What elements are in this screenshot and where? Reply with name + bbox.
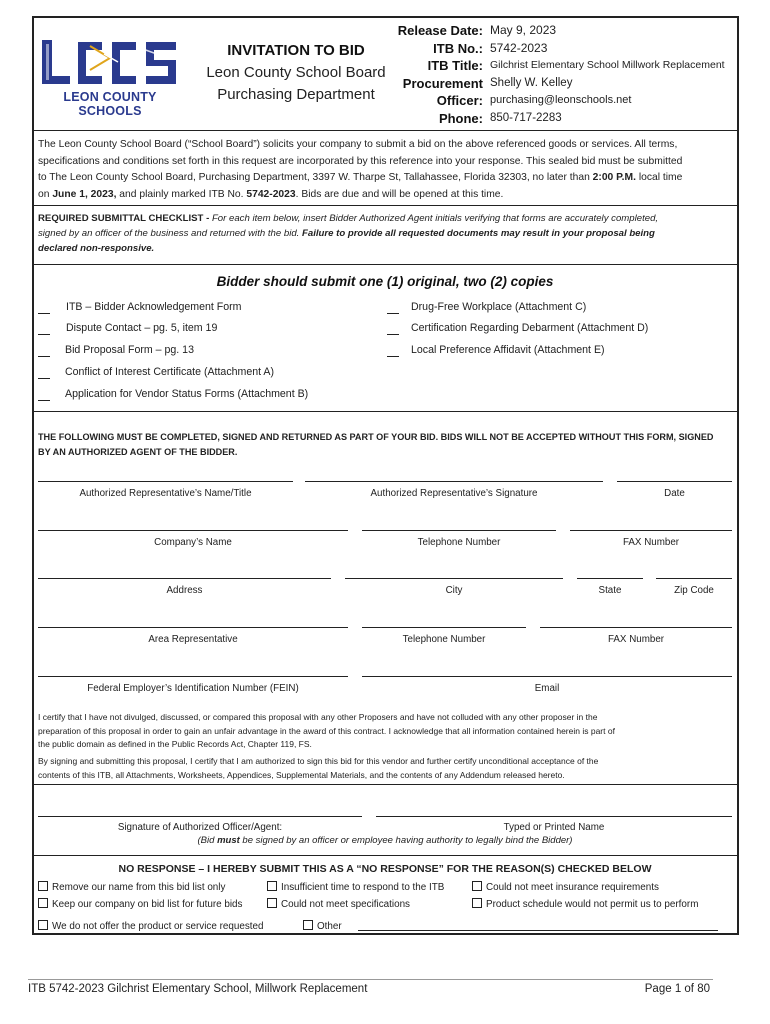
- page-title: INVITATION TO BID: [227, 42, 365, 59]
- footer-document-title: ITB 5742-2023 Gilchrist Elementary School, Millwork Replacement: [28, 983, 368, 995]
- cert-line: preparation of this proposal in order to gain an unfair advantage in the award of this contract. I acknowledge that all information contained herein is part of: [38, 725, 615, 736]
- intro-paragraph: [38, 137, 733, 203]
- no-response-option-not-offer[interactable]: [38, 920, 264, 932]
- intro-line-1: The Leon County School Board (“School Board”) solicits your company to submit a bid on the above referenced goods or services. All terms,: [38, 139, 678, 150]
- checklist-item: Certification Regarding Debarment (Attachment D): [411, 322, 649, 334]
- rep-signature-caption: Authorized Representative’s Signature: [370, 488, 538, 499]
- other-reason-line[interactable]: [358, 930, 718, 931]
- checkbox[interactable]: [303, 920, 313, 930]
- checklist-line-1: [38, 211, 733, 226]
- intro-line-3b: local time: [635, 172, 683, 183]
- initials-blank[interactable]: [38, 334, 50, 335]
- checklist-instructions-text-2: signed by an officer of the business and returned with the bid.: [38, 228, 302, 239]
- fax2-line[interactable]: [540, 627, 732, 628]
- no-response-option-remove[interactable]: [38, 881, 225, 893]
- no-response-option-schedule[interactable]: [472, 898, 698, 910]
- label-officer: Officer:: [436, 93, 483, 108]
- page-number: Page 1 of 80: [644, 983, 710, 995]
- telephone2-line[interactable]: [362, 627, 526, 628]
- checklist-item: Local Preference Affidavit (Attachment E): [411, 344, 605, 356]
- no-response-option-specs[interactable]: [267, 898, 410, 910]
- rep-signature-line[interactable]: [305, 481, 603, 482]
- date-line[interactable]: [617, 481, 732, 482]
- address-line[interactable]: [38, 578, 331, 579]
- rep-name-line[interactable]: [38, 481, 293, 482]
- option-label: Could not meet insurance requirements: [486, 882, 659, 893]
- checkbox[interactable]: [472, 898, 482, 908]
- initials-blank[interactable]: [38, 400, 50, 401]
- divider: [32, 411, 739, 412]
- telephone-line[interactable]: [362, 530, 556, 531]
- divider: [32, 205, 739, 206]
- checkbox[interactable]: [38, 881, 48, 891]
- label-release-date: Release Date:: [397, 23, 483, 38]
- divider: [32, 855, 739, 856]
- checkbox[interactable]: [267, 881, 277, 891]
- checkbox[interactable]: [38, 898, 48, 908]
- divider: [32, 130, 739, 131]
- initials-blank[interactable]: [38, 313, 50, 314]
- fein-line[interactable]: [38, 676, 348, 677]
- option-label: Other: [317, 921, 342, 932]
- divider: [32, 784, 739, 785]
- no-response-option-insurance[interactable]: [472, 881, 659, 893]
- officer-phone: 850-717-2283: [490, 111, 562, 124]
- cert-line: I certify that I have not divulged, discussed, or compared this proposal with any other Proposers and have not colluded with any other proposer in the: [38, 712, 598, 722]
- fax-caption: FAX Number: [622, 537, 680, 548]
- checklist-line-3: [38, 241, 733, 256]
- city-line[interactable]: [345, 578, 563, 579]
- option-label: Could not meet specifications: [281, 899, 410, 910]
- cert-line: the public domain as defined in the Public Records Act, Chapter 119, FS.: [38, 739, 312, 749]
- option-label: Keep our company on bid list for future bids: [52, 899, 243, 910]
- checklist-instructions: [38, 211, 733, 256]
- zip-line[interactable]: [656, 578, 732, 579]
- email-caption: Email: [534, 683, 560, 694]
- state-caption: State: [598, 585, 622, 596]
- company-caption: Company’s Name: [154, 537, 232, 548]
- telephone-caption: Telephone Number: [417, 537, 501, 548]
- label-itb-title: ITB Title:: [427, 58, 483, 73]
- due-date: June 1, 2023,: [52, 188, 117, 200]
- address-caption: Address: [166, 585, 203, 596]
- signature-note: [0, 835, 770, 846]
- checklist-line-2: [38, 226, 733, 241]
- intro-itb-number: 5742-2023: [246, 188, 296, 200]
- checklist-warning-2: declared non-responsive.: [38, 243, 155, 254]
- fax-line[interactable]: [570, 530, 732, 531]
- intro-line-2: specifications and conditions set forth in this request are incorporated by this reference into your response. This sealed bid must be submitted: [38, 155, 683, 167]
- completion-notice: [38, 430, 738, 459]
- officer-signature-line[interactable]: [38, 816, 362, 817]
- certification-paragraph-2: [38, 755, 738, 782]
- intro-line-4a: on: [38, 188, 53, 200]
- option-label: We do not offer the product or service requested: [52, 921, 264, 932]
- initials-blank[interactable]: [387, 356, 399, 357]
- area-rep-line[interactable]: [38, 627, 348, 628]
- checklist-warning: Failure to provide all requested documents may result in your proposal being: [302, 228, 655, 239]
- footer-divider: [28, 979, 713, 980]
- date-caption: Date: [664, 488, 685, 499]
- intro-line-4: [38, 187, 733, 204]
- leon-county-schools-logo: [40, 36, 180, 118]
- checkbox[interactable]: [38, 920, 48, 930]
- signature-note-a: (Bid: [197, 835, 218, 846]
- typed-name-line[interactable]: [376, 816, 732, 817]
- checklist-item: Conflict of Interest Certificate (Attachment A): [65, 366, 275, 378]
- checklist-item: Drug-Free Workplace (Attachment C): [411, 301, 587, 313]
- checklist-item: Dispute Contact – pg. 5, item 19: [66, 322, 218, 334]
- fax2-caption: FAX Number: [607, 634, 665, 645]
- itb-number: 5742-2023: [490, 40, 548, 55]
- initials-blank[interactable]: [38, 378, 50, 379]
- option-label: Insufficient time to respond to the ITB: [281, 882, 445, 893]
- label-phone: Phone:: [438, 110, 483, 126]
- label-itb-no: ITB No.:: [433, 40, 483, 56]
- divider: [32, 264, 739, 265]
- intro-line-4c: . Bids are due and will be opened at this time.: [295, 188, 504, 200]
- email-line[interactable]: [362, 676, 732, 677]
- intro-line-3a: to The Leon County School Board, Purchasing Department, 3397 W. Tharpe St, Tallahassee, Florida 32303, no later than: [38, 172, 593, 183]
- typed-name-caption: Typed or Printed Name: [503, 822, 605, 833]
- initials-blank[interactable]: [387, 334, 399, 335]
- no-response-title: NO RESPONSE – I HEREBY SUBMIT THIS AS A “NO RESPONSE” FOR THE REASON(S) CHECKED BELOW: [118, 863, 652, 875]
- officer-email: purchasing@leonschools.net: [490, 94, 632, 106]
- label-procurement: Procurement: [402, 75, 483, 91]
- option-label: Remove our name from this bid list only: [52, 882, 226, 893]
- certification-paragraph-1: [38, 711, 738, 752]
- checkbox[interactable]: [267, 898, 277, 908]
- notice-line-1: THE FOLLOWING MUST BE COMPLETED, SIGNED AND RETURNED AS PART OF YOUR BID. BIDS WILL NOT BE ACCEPTED WITHOUT THIS FORM, SIGNED: [38, 432, 714, 442]
- release-date: May 9, 2023: [490, 23, 557, 37]
- no-response-option-keep[interactable]: [38, 898, 242, 910]
- state-line[interactable]: [577, 578, 643, 579]
- no-response-option-time[interactable]: [267, 881, 444, 893]
- itb-title: Gilchrist Elementary School Millwork Replacement: [490, 59, 725, 71]
- checklist-item: Application for Vendor Status Forms (Attachment B): [65, 388, 309, 400]
- option-label: Product schedule would not permit us to perform: [486, 899, 699, 910]
- initials-blank[interactable]: [387, 313, 399, 314]
- area-rep-caption: Area Representative: [148, 634, 238, 645]
- logo-text: LEON COUNTY SCHOOLS: [63, 90, 157, 118]
- checklist-item: ITB – Bidder Acknowledgement Form: [66, 301, 242, 313]
- cert-line: By signing and submitting this proposal, I certify that I am authorized to sign this bid for this vendor and further certify unconditional acceptance of the: [38, 756, 599, 766]
- org-department: Purchasing Department: [217, 86, 375, 103]
- officer-name: Shelly W. Kelley: [490, 76, 573, 89]
- meta-labels: [395, 22, 483, 127]
- meta-values: [490, 22, 740, 127]
- checklist-item: Bid Proposal Form – pg. 13: [65, 344, 194, 356]
- intro-line-4b: and plainly marked ITB No.: [116, 188, 247, 200]
- checklist-instructions-text: For each item below, insert Bidder Authorized Agent initials verifying that forms are accurately completed,: [211, 213, 659, 224]
- signature-note-b: be signed by an officer or employee having authority to legally bind the Bidder): [239, 835, 573, 846]
- intro-line-3: [38, 170, 733, 187]
- company-line[interactable]: [38, 530, 348, 531]
- notice-line-2: BY AN AUTHORIZED AGENT OF THE BIDDER.: [38, 446, 238, 457]
- zip-caption: Zip Code: [674, 585, 714, 596]
- signature-note-must: must: [217, 835, 240, 846]
- no-response-option-other[interactable]: [303, 920, 342, 932]
- telephone2-caption: Telephone Number: [402, 634, 486, 645]
- checklist-heading: REQUIRED SUBMITTAL CHECKLIST -: [38, 213, 212, 224]
- officer-signature-caption: Signature of Authorized Officer/Agent:: [117, 822, 283, 833]
- fein-caption: Federal Employer’s Identification Number (FEIN): [87, 683, 299, 694]
- due-time: 2:00 P.M.: [592, 172, 636, 183]
- cert-line: contents of this ITB, all Attachments, Worksheets, Appendices, Supplemental Materials, and the contents of any Addendum released hereto.: [38, 769, 565, 780]
- rep-name-caption: Authorized Representative’s Name/Title: [79, 488, 252, 499]
- org-name: Leon County School Board: [206, 64, 386, 81]
- checkbox[interactable]: [472, 881, 482, 891]
- copies-instruction: Bidder should submit one (1) original, two (2) copies: [216, 274, 554, 289]
- city-caption: City: [445, 585, 463, 596]
- title-block: [196, 40, 396, 106]
- initials-blank[interactable]: [38, 356, 50, 357]
